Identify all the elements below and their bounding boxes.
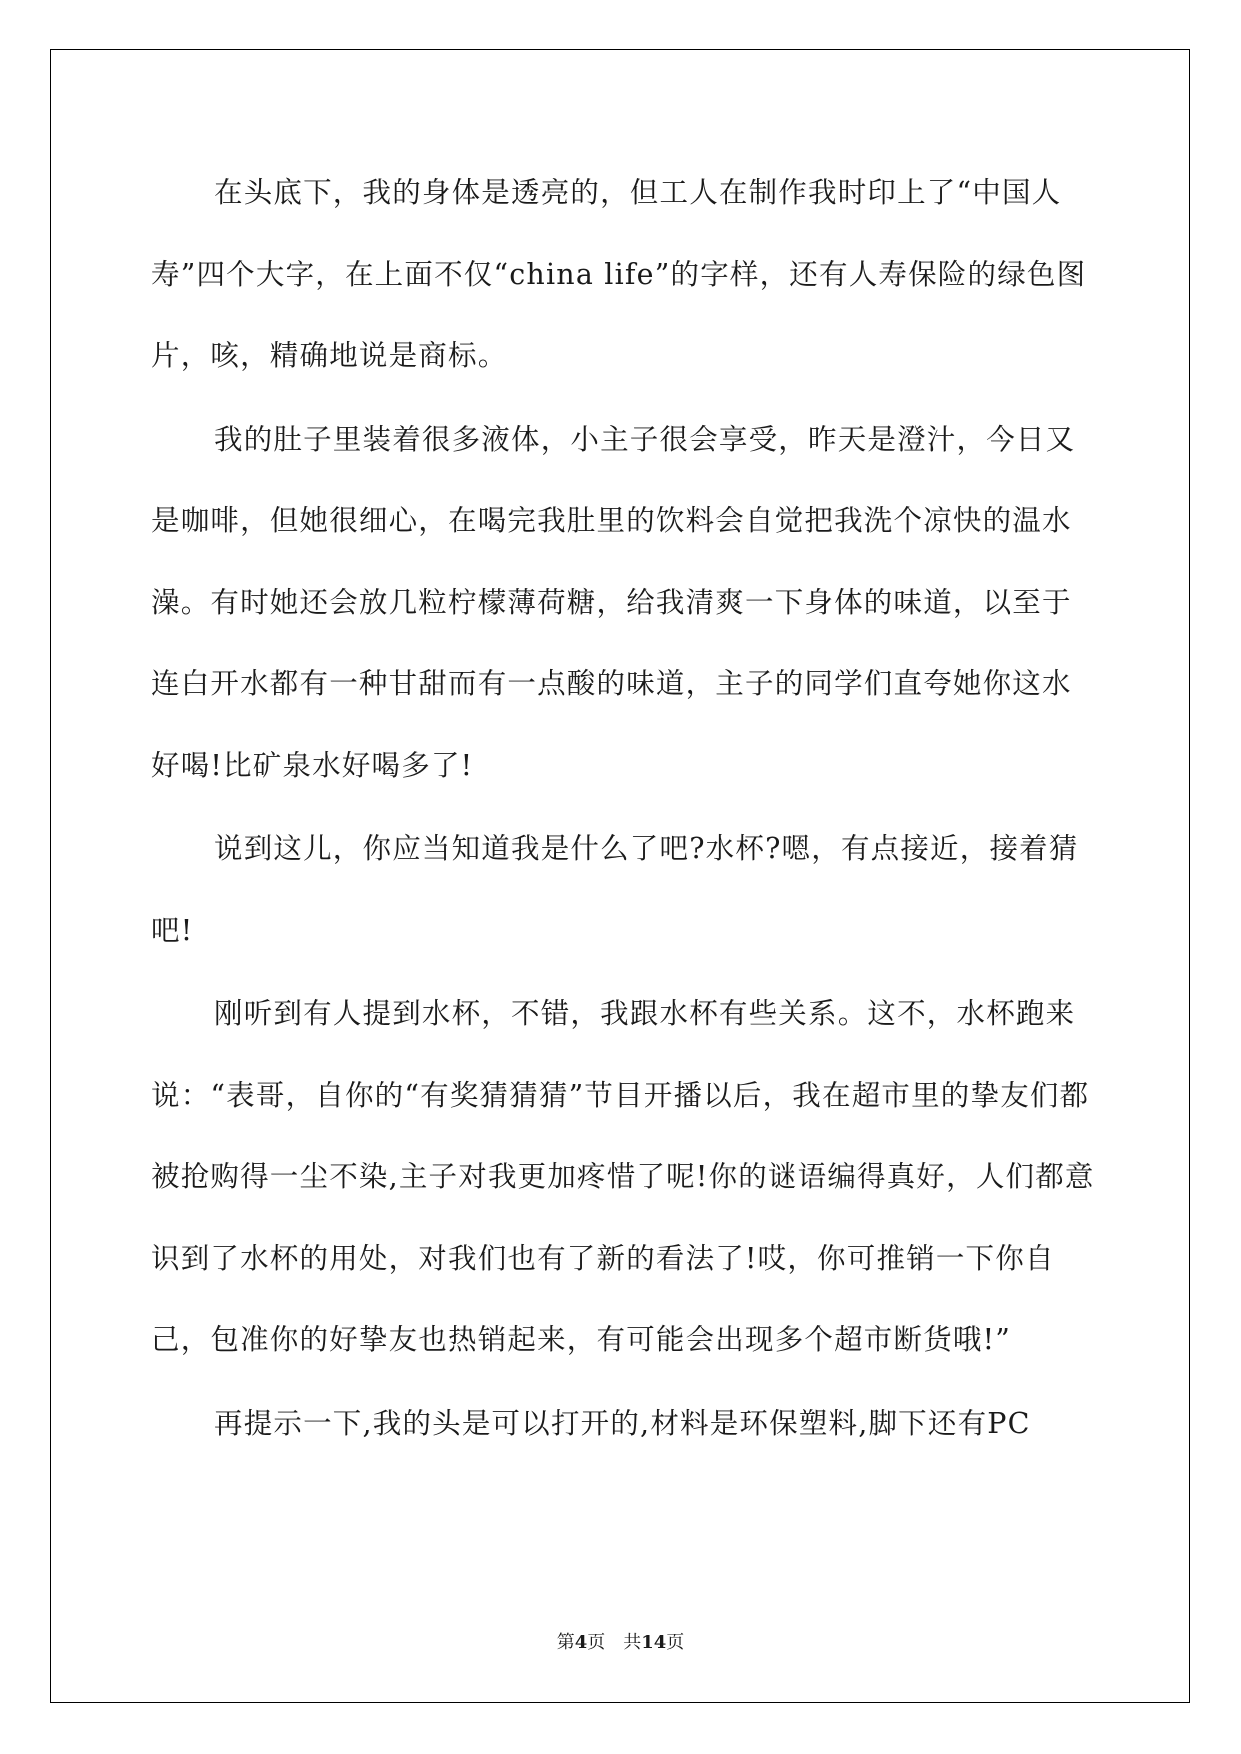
footer-total-prefix: 共 — [623, 1632, 642, 1653]
paragraph-1: 在头底下，我的身体是透亮的，但工人在制作我时印上了“中国人寿”四个大字，在上面不仅“china life”的字样，还有人寿保险的绿色图片，咳，精确地说是商标。 — [151, 176, 1087, 372]
footer-page-prefix: 第 — [556, 1632, 575, 1653]
footer-page-number: 4 — [574, 1632, 588, 1653]
footer-total-suffix: 页 — [666, 1632, 685, 1653]
paragraph-2: 我的肚子里装着很多液体，小主子很会享受，昨天是澄汁，今日又是咖啡，但她很细心，在喝完我肚里的饮料会自觉把我洗个凉快的温水澡。有时她还会放几粒柠檬薄荷糖，给我清爽一下身体的味道，以至于连白开水都有一种甘甜而有一点酸的味道，主子的同学们直夸她你这水好喝!比矿泉水好喝多了! — [151, 422, 1076, 782]
paragraph-3: 说到这儿，你应当知道我是什么了吧?水杯?嗯，有点接近，接着猜吧! — [151, 832, 1079, 947]
paragraph-5: 再提示一下,我的头是可以打开的,材料是环保塑料,脚下还有PC — [214, 1406, 1031, 1440]
footer-page-suffix: 页 — [587, 1632, 606, 1653]
footer-total-pages: 14 — [641, 1632, 667, 1653]
paragraph-4: 刚听到有人提到水杯，不错，我跟水杯有些关系。这不，水杯跑来说：“表哥，自你的“有奖猜猜猜”节目开播以后，我在超市里的挚友们都被抢购得一尘不染,主子对我更加疼惜了呢!你的谜语编得真好，人们都意识到了水杯的用处，对我们也有了新的看法了!哎，你可推销一下你自己，包准你的好挚友也热销起来，有可能会出现多个超市断货哦!” — [151, 997, 1095, 1356]
page-footer — [0, 1628, 1241, 1654]
document-body — [151, 152, 1101, 1464]
